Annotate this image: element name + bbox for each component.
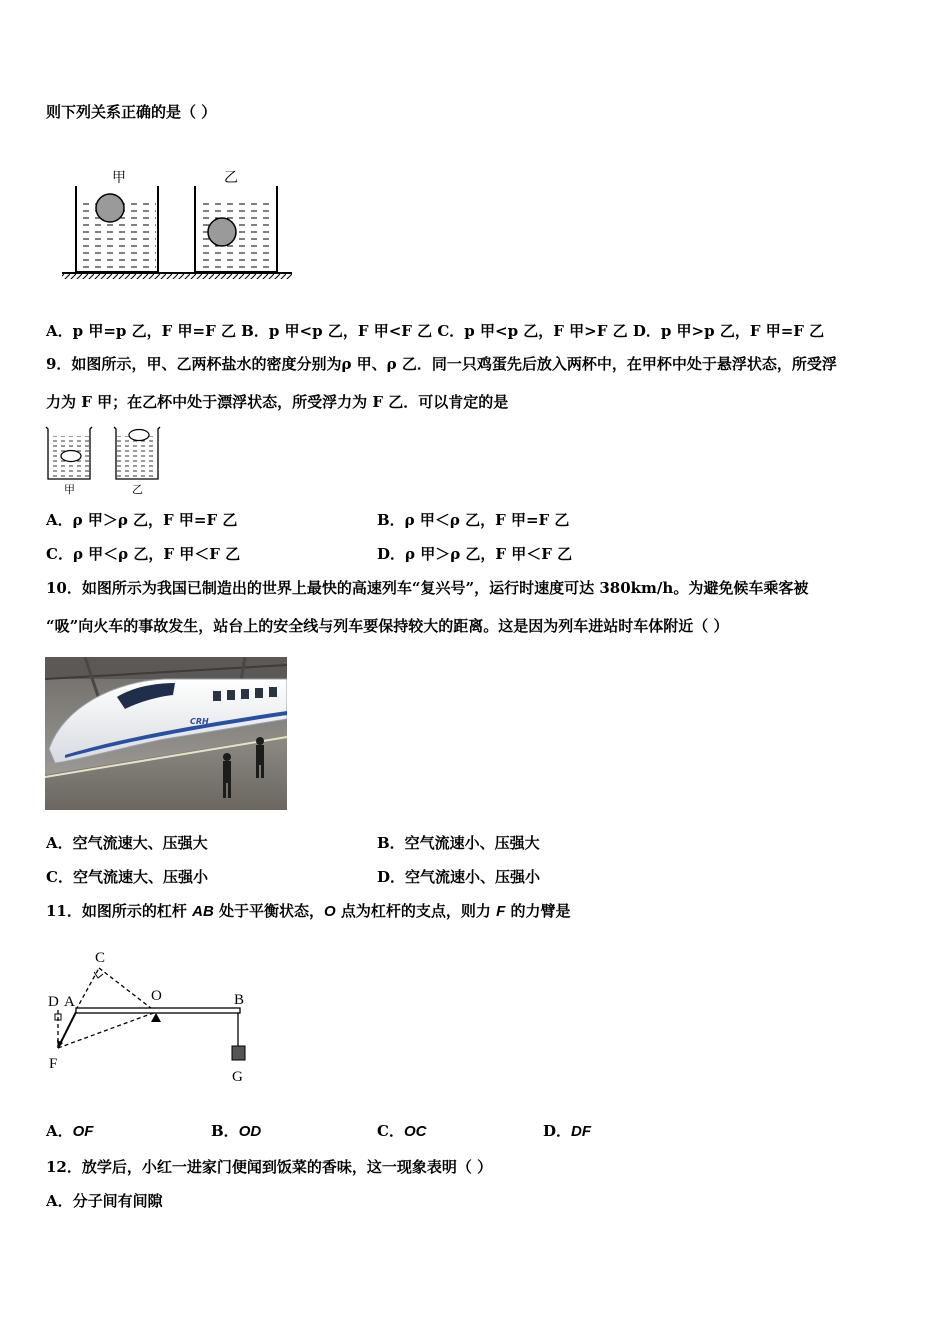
label-f: F — [49, 1056, 58, 1072]
q11-stem-o: O — [324, 903, 336, 920]
q8-label-yi: 乙 — [224, 170, 238, 186]
label-b: B — [234, 992, 245, 1008]
q11-stem-pre: 11．如图所示的杠杆 — [46, 902, 193, 920]
q9-option-c: C．ρ 甲＜ρ 乙，F 甲＜F 乙 — [46, 545, 241, 563]
q10-stem-line1: 10．如图所示为我国已制造出的世界上最快的高速列车“复兴号”，运行时速度可达 380km/h。为避免候车乘客被 — [46, 579, 809, 597]
q8-ball-left — [96, 194, 124, 222]
q9-option-a: A．ρ 甲＞ρ 乙，F 甲=F 乙 — [46, 511, 238, 529]
q10-option-c: C．空气流速大、压强小 — [46, 868, 208, 886]
q12-option-a: A．分子间有间隙 — [46, 1192, 163, 1210]
q9-label-jia: 甲 — [64, 483, 75, 496]
q11-stem-f: F — [496, 903, 506, 920]
q8-options: A．p 甲=p 乙，F 甲=F 乙 B．p 甲<p 乙，F 甲<F 乙 C．p 甲<p 乙，F 甲>F 乙 D．p 甲>p 乙，F 甲=F 乙 — [46, 322, 825, 340]
q12-stem: 12．放学后，小红一进家门便闻到饭菜的香味，这一现象表明（ ） — [46, 1158, 493, 1176]
q11-stem-mid2: 点为杠杆的支点，则力 — [335, 902, 497, 920]
label-d: D — [48, 994, 59, 1010]
q11-stem — [46, 901, 571, 922]
q11-option-d: D．DF — [543, 1122, 592, 1140]
label-g: G — [232, 1069, 243, 1085]
q11-stem-ab: AB — [192, 903, 214, 920]
q9-egg-right — [129, 430, 149, 441]
q11-stem-mid1: 处于平衡状态， — [213, 902, 325, 920]
q9-egg-left — [61, 451, 81, 462]
q8-ball-right — [208, 218, 236, 246]
train-logo-text: CRH — [190, 717, 209, 726]
q9-stem-line2: 力为 F 甲；在乙杯中处于漂浮状态，所受浮力为 F 乙．可以肯定的是 — [46, 393, 509, 411]
q9-stem-line1: 9．如图所示，甲、乙两杯盐水的密度分别为ρ 甲、ρ 乙．同一只鸡蛋先后放入两杯中，在甲杯中处于悬浮状态，所受浮 — [46, 355, 837, 373]
q9-option-d: D．ρ 甲＞ρ 乙，F 甲＜F 乙 — [377, 545, 573, 563]
label-a: A — [64, 994, 75, 1010]
q10-option-b: B．空气流速小、压强大 — [377, 834, 540, 852]
q10-option-d: D．空气流速小、压强小 — [377, 868, 541, 886]
lever-figure — [44, 944, 254, 1090]
label-o: O — [151, 988, 162, 1004]
q11-option-a: A．OF — [46, 1122, 94, 1140]
q11-option-b: B．OD — [211, 1122, 262, 1140]
q8-stem: 则下列关系正确的是（ ） — [46, 103, 217, 121]
q9-label-yi: 乙 — [132, 483, 143, 496]
q11-option-c: C．OC — [377, 1122, 427, 1140]
q8-figure — [58, 166, 296, 281]
q10-stem-line2: “吸”向火车的事故发生，站台上的安全线与列车要保持较大的距离。这是因为列车进站时车体附近（ ） — [46, 617, 729, 635]
q9-figure — [44, 424, 168, 496]
train-photo — [45, 657, 287, 810]
q11-stem-post: 的力臂是 — [505, 902, 571, 920]
q9-option-b: B．ρ 甲＜ρ 乙，F 甲=F 乙 — [377, 511, 570, 529]
q10-option-a: A．空气流速大、压强大 — [46, 834, 208, 852]
label-c: C — [95, 950, 106, 966]
q8-label-jia: 甲 — [112, 170, 126, 186]
